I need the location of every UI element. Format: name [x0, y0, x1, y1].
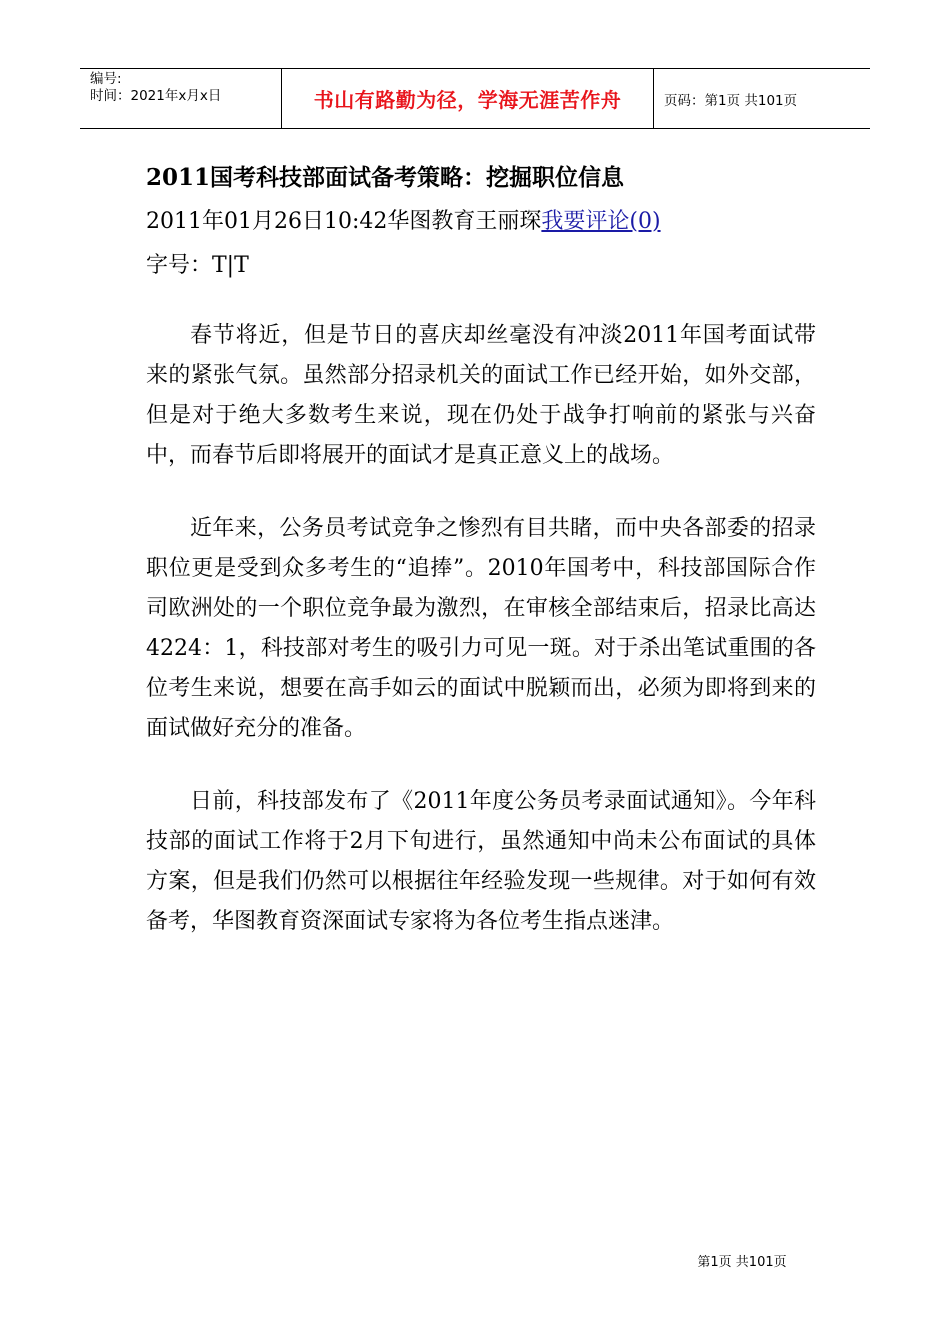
- date-label: 时间：2021年x月x日: [90, 88, 222, 104]
- header-page-cell: [654, 69, 870, 128]
- serial-number-label: 编号:: [90, 71, 122, 87]
- comment-link[interactable]: 我要评论(0): [541, 209, 661, 234]
- article-body: [146, 156, 816, 942]
- article-date-source: 2011年01月26日10:42华图教育王丽琛: [146, 209, 542, 234]
- paragraph-2: 近年来，公务员考试竞争之惨烈有目共睹，而中央各部委的招录职位更是受到众多考生的“追捧”。2010年国考中，科技部国际合作司欧洲处的一个职位竞争最为激烈，在审核全部结束后，招录比高达4224：1，科技部对考生的吸引力可见一斑。对于杀出笔试重围的各位考生来说，想要在高手如云的面试中脱颖而出，必须为即将到来的面试做好充分的准备。: [146, 516, 817, 741]
- header-page-number: 页码：第1页 共101页: [664, 92, 798, 109]
- page-footer: [0, 1251, 950, 1270]
- header-info-cell: [80, 69, 282, 128]
- footer-page-number: 第1页 共101页: [697, 1255, 787, 1270]
- paragraph-3: 日前，科技部发布了《2011年度公务员考录面试通知》。今年科技部的面试工作将于2月下旬进行，虽然通知中尚未公布面试的具体方案，但是我们仍然可以根据往年经验发现一些规律。对于如何有效备考，华图教育资深面试专家将为各位考生指点迷津。: [146, 789, 816, 934]
- paragraph-1: 春节将近，但是节日的喜庆却丝毫没有冲淡2011年国考面试带来的紧张气氛。虽然部分招录机关的面试工作已经开始，如外交部，但是对于绝大多数考生来说，现在仍处于战争打响前的紧张与兴奋中，而春节后即将展开的面试才是真正意义上的战场。: [146, 323, 816, 468]
- motto-text: 书山有路勤为径，学海无涯苦作舟: [313, 88, 622, 112]
- article-title: 2011国考科技部面试备考策略：挖掘职位信息: [146, 164, 625, 191]
- page-header: [80, 68, 870, 129]
- article-meta: [146, 200, 816, 244]
- header-motto-cell: [282, 69, 654, 128]
- font-size-control[interactable]: 字号：T|T: [146, 253, 249, 278]
